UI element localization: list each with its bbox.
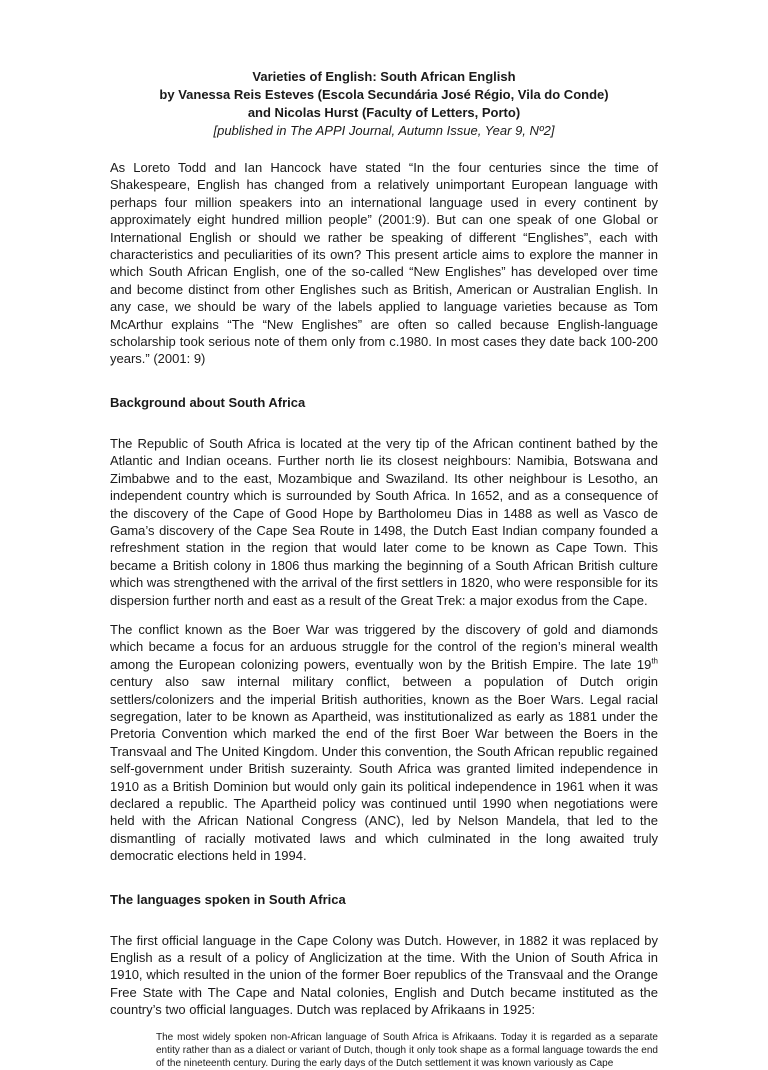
background-paragraph-2: [110, 621, 658, 865]
document-title: Varieties of English: South African English: [252, 69, 516, 84]
background-paragraph-1: The Republic of South Africa is located at the very tip of the African continent bathed by the Atlantic and Indian oceans. Further north lie its closest neighbours: Namibia, Botswana and Zimbabwe and to the east, Mozambique and Swaziland. Its other neighbour is Lesotho, an independent country which is surrounded by South Africa. In 1652, and as a consequence of the discovery of the Cape of Good Hope by Bartholomeu Dias in 1488 as well as Vasco de Gama’s discovery of the Cape Sea Route in 1498, the Dutch East Indian company founded a refreshment station in the region that would later come to be known as Cape Town. This became a British colony in 1806 thus marking the beginning of a South African British culture which was strengthened with the arrival of the first settlers in 1820, who were responsible for its dispersion further north and east as a result of the Great Trek: a major exodus from the Cape.: [110, 435, 658, 608]
languages-paragraph-1: The first official language in the Cape Colony was Dutch. However, in 1882 it was replaced by English as a result of a policy of Anglicization at the time. With the Union of South Africa in 1910, which resulted in the union of the former Boer republics of the Transvaal and the Orange Free State with The Cape and Natal colonies, English and Dutch became instituted as the country’s two official languages. Dutch was replaced by Afrikaans in 1925:: [110, 932, 658, 1018]
background-paragraph-2-end: century also saw internal military conflict, between a population of Dutch origin settlers/colonizers and the imperial British authorities, known as the Boer Wars. Legal racial segregation, later to be known as Apartheid, was institutionalized as early as 1881 under the Pretoria Convention which marked the end of the first Boer War between the Boers in the Transvaal and The United Kingdom. Under this convention, the South African republic regained self-government under British suzerainty. South Africa was granted limited independence in 1910 as a British Dominion but would only gain its political independence in 1961 when it was declared a republic. The Apartheid policy was continued until 1990 when negotiations were held with the African National Congress (ANC), led by Nelson Mandela, that led to the dismantling of racially motivated laws and which culminated in the long awaited truly democratic elections held in 1994.: [110, 674, 658, 864]
intro-paragraph: As Loreto Todd and Ian Hancock have stated “In the four centuries since the time of Shakespeare, English has changed from a relatively unimportant European language with perhaps four million speakers into an international language used in every continent by approximately eight hundred million people” (2001:9). But can one speak of one Global or International English or should we rather be speaking of different “Englishes”, each with characteristics and peculiarities of its own? This present article aims to explore the manner in which South African English, one of the so-called “New Englishes” has developed over time and become distinct from other Englishes such as British, American or Australian English. In any case, we should be wary of the labels applied to language varieties because as Tom McArthur explains “The “New Englishes” are often so called because English-language scholarship took serious note of them only from c.1980. In most cases they date back 100-200 years.” (2001: 9): [110, 160, 658, 367]
authors-line-1: by Vanessa Reis Esteves (Escola Secundária José Régio, Vila do Conde): [159, 87, 609, 102]
block-quote: The most widely spoken non-African language of South Africa is Afrikaans. Today it is regarded as a separate entity rather than as a dialect or variant of Dutch, though it only took shape as a formal language towards the end of the nineteenth century. During the early days of the Dutch settlement it was known variously as Cape: [156, 1031, 658, 1070]
publication-note: [published in The APPI Journal, Autumn Issue, Year 9, Nº2]: [213, 123, 555, 138]
background-paragraph-2-start: The conflict known as the Boer War was triggered by the discovery of gold and diamonds which became a focus for an arduous struggle for the control of the region’s mineral wealth among the European colonizing powers, eventually won by the British Empire. The late 19: [110, 621, 658, 672]
section-heading-background: Background about South Africa: [110, 394, 306, 410]
section-heading-languages: The languages spoken in South Africa: [110, 891, 346, 907]
ordinal-superscript: th: [651, 656, 658, 666]
authors-line-2: and Nicolas Hurst (Faculty of Letters, Porto): [247, 105, 521, 120]
document-header: [110, 68, 658, 140]
